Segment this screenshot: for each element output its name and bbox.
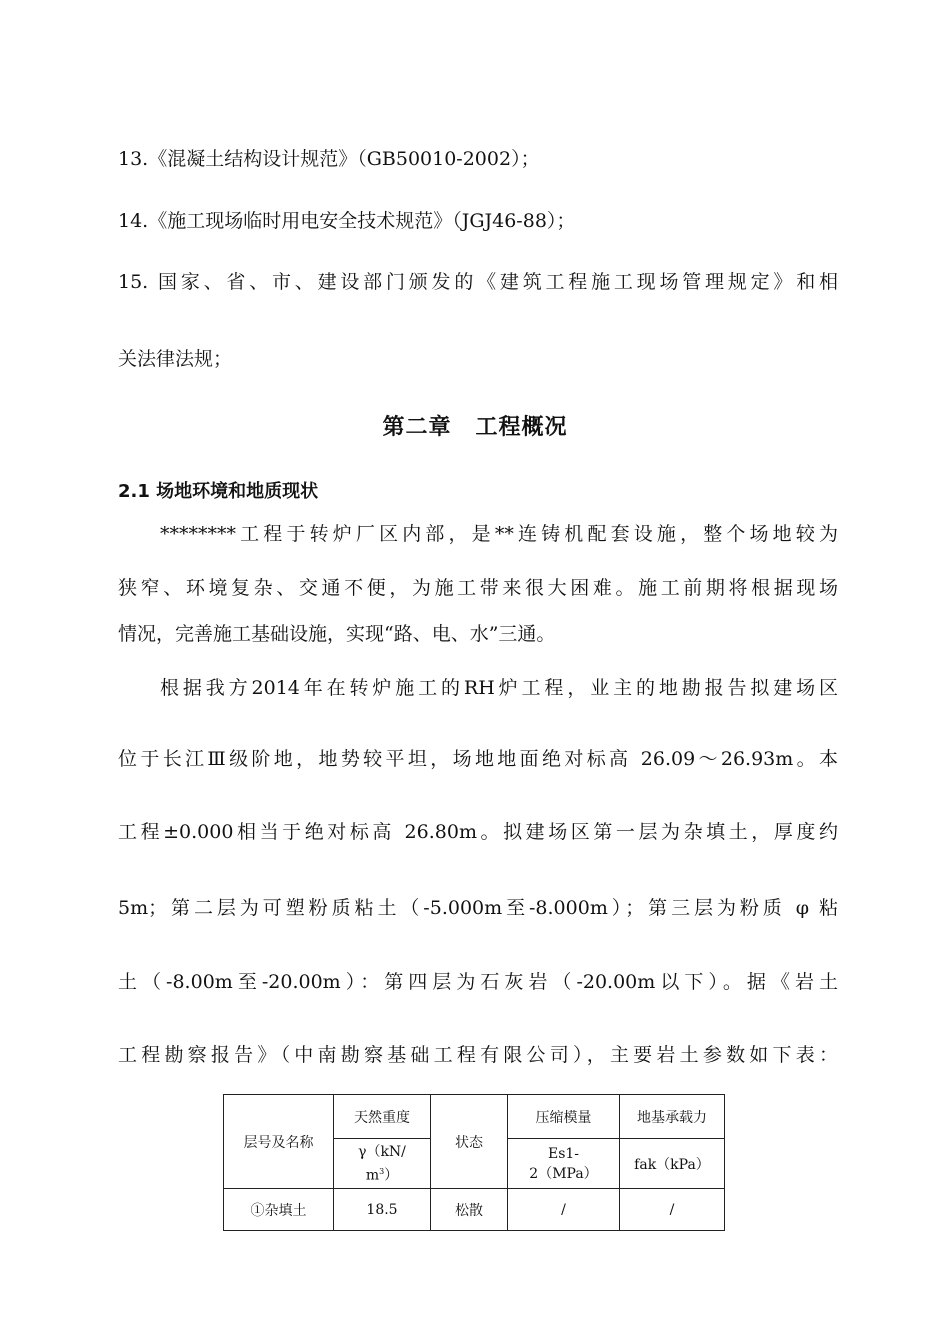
- cell-layer: ①杂填土: [224, 1189, 334, 1231]
- paragraph-2-line-6: 工程勘察报告》（中南勘察基础工程有限公司），主要岩土参数如下表：: [118, 1044, 838, 1066]
- cell-modulus: /: [508, 1189, 620, 1231]
- reference-item-15: 15. 国家、省、市、建设部门颁发的《建筑工程施工现场管理规定》和相: [118, 271, 838, 293]
- cell-density: 18.5: [334, 1189, 431, 1231]
- table-row: [224, 1189, 725, 1231]
- chapter-title: 工程概况: [475, 415, 568, 440]
- header-modulus: 压缩模量: [508, 1095, 620, 1139]
- chapter-heading: [0, 410, 950, 441]
- paragraph-2-line-4: 5m；第二层为可塑粉质粘土（-5.000m至-8.000m）；第三层为粉质 φ 粘: [118, 897, 838, 919]
- header-layer: 层号及名称: [224, 1095, 334, 1189]
- paragraph-1-line-3: 情况，完善施工基础设施，实现“路、电、水”三通。: [118, 623, 556, 645]
- cell-state: 松散: [431, 1189, 508, 1231]
- paragraph-2-line-2: 位于长江Ⅲ级阶地，地势较平坦，场地地面绝对标高 26.09～26.93m。本: [118, 748, 838, 770]
- section-heading: 2.1 场地环境和地质现状: [118, 481, 319, 502]
- soil-parameters-table: [223, 1094, 725, 1231]
- paragraph-2-line-3: 工程±0.000相当于绝对标高 26.80m。拟建场区第一层为杂填土，厚度约: [118, 821, 838, 843]
- header-density-unit: γ（kN/ $m^3$）: [334, 1139, 431, 1189]
- header-state: 状态: [431, 1095, 508, 1189]
- header-bearing: 地基承载力: [620, 1095, 725, 1139]
- paragraph-2-line-1: 根据我方2014年在转炉施工的RH炉工程，业主的地勘报告拟建场区: [160, 677, 838, 699]
- paragraph-1-line-2: 狭窄、环境复杂、交通不便，为施工带来很大困难。施工前期将根据现场: [118, 577, 838, 599]
- paragraph-2-line-5: 土（-8.00m至-20.00m）：第四层为石灰岩（-20.00m以下）。据《岩土: [118, 971, 838, 993]
- header-density: 天然重度: [334, 1095, 431, 1139]
- reference-item-15-cont: 关法律法规；: [118, 348, 233, 370]
- reference-item-14: 14.《施工现场临时用电安全技术规范》（JGJ46-88）；: [118, 210, 576, 232]
- cell-bearing: /: [620, 1189, 725, 1231]
- chapter-number: 第二章: [382, 415, 452, 440]
- reference-item-13: 13.《混凝土结构设计规范》（GB50010-2002）；: [118, 148, 540, 170]
- header-bearing-unit: fak（kPa）: [620, 1139, 725, 1189]
- header-modulus-unit: Es1- 2（MPa）: [508, 1139, 620, 1189]
- paragraph-1-line-1: ********工程于转炉厂区内部，是**连铸机配套设施，整个场地较为: [160, 523, 838, 545]
